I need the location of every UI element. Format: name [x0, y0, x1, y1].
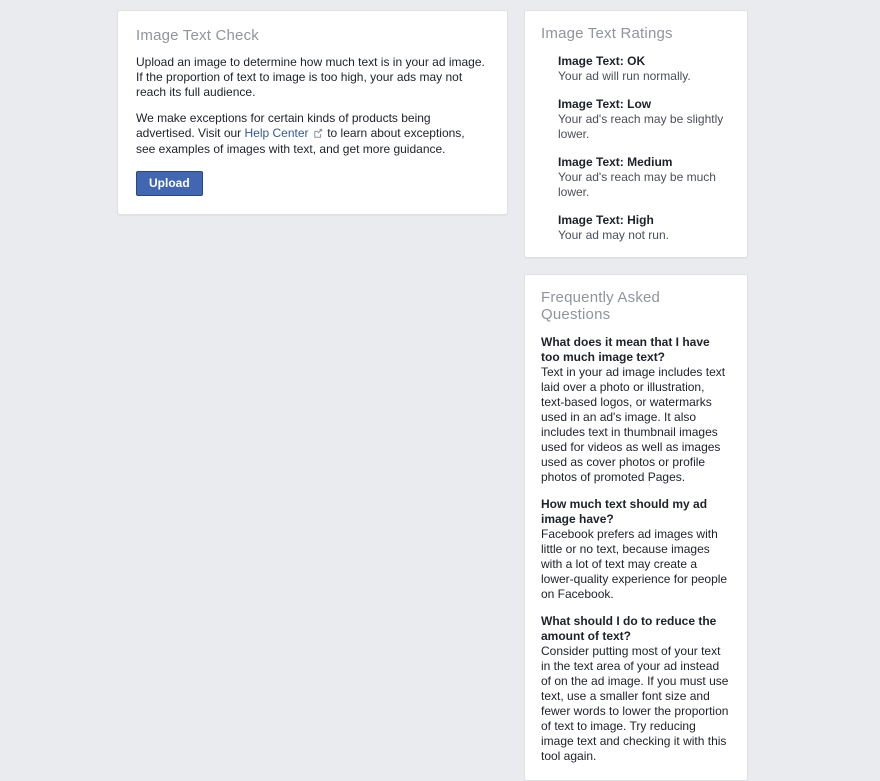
image-text-check-title: Image Text Check — [136, 27, 259, 44]
faq-item-too-much-text — [541, 335, 731, 485]
external-link-icon[interactable] — [313, 127, 323, 142]
help-center-link[interactable] — [245, 126, 324, 140]
rating-label: Image Text: High — [558, 213, 654, 227]
exceptions-text-after: to learn about exceptions, see examples of images with text, and get more guidance. — [136, 126, 465, 156]
image-text-ratings-card — [524, 10, 748, 258]
rating-desc: Your ad's reach may be much lower. — [558, 170, 716, 199]
rating-label: Image Text: Medium — [558, 155, 673, 169]
image-text-ratings-title: Image Text Ratings — [541, 25, 673, 42]
exceptions-text-before: We make exceptions for certain kinds of products being advertised. Visit our — [136, 111, 431, 140]
rating-desc: Your ad will run normally. — [558, 69, 691, 83]
rating-label: Image Text: OK — [558, 54, 646, 68]
faq-question: What does it mean that I have too much image text? — [541, 335, 710, 364]
rating-item-ok — [558, 54, 731, 84]
faq-answer: Facebook prefers ad images with little or no text, because images with a lot of text may create a lower-quality experience for people on Facebook. — [541, 527, 728, 601]
rating-desc: Your ad's reach may be slightly lower. — [558, 112, 724, 141]
image-text-check-card — [117, 10, 508, 215]
faq-item-reduce-text — [541, 614, 731, 764]
exceptions-text — [136, 111, 487, 157]
rating-item-medium — [558, 155, 731, 200]
rating-item-high — [558, 213, 731, 243]
rating-label: Image Text: Low — [558, 97, 652, 111]
intro-text — [136, 55, 487, 100]
intro-text-content: Upload an image to determine how much text is in your ad image. If the proportion of text to image is too high, your ads may not reach its full audience. — [136, 55, 485, 99]
faq-question: What should I do to reduce the amount of text? — [541, 614, 717, 643]
faq-answer: Text in your ad image includes text laid over a photo or illustration, text-based logos, or watermarks used in an ad's image. It also includes text in thumbnail images used for videos as well as images used as cover photos or profile photos of promoted Pages. — [541, 365, 726, 484]
help-center-link-label[interactable]: Help Center — [244, 126, 309, 140]
right-column — [524, 10, 748, 781]
faq-item-how-much-text — [541, 497, 731, 602]
upload-button[interactable]: Upload — [136, 171, 203, 196]
faq-card — [524, 274, 748, 781]
rating-desc: Your ad may not run. — [558, 228, 669, 242]
faq-title: Frequently Asked Questions — [541, 289, 661, 323]
faq-question: How much text should my ad image have? — [541, 497, 708, 526]
faq-answer: Consider putting most of your text in the text area of your ad instead of on the ad image. If you must use text, use a smaller font size and fewer words to lower the proportion of text to image. Try reducing image text and checking it with this tool again. — [541, 644, 729, 763]
rating-item-low — [558, 97, 731, 142]
